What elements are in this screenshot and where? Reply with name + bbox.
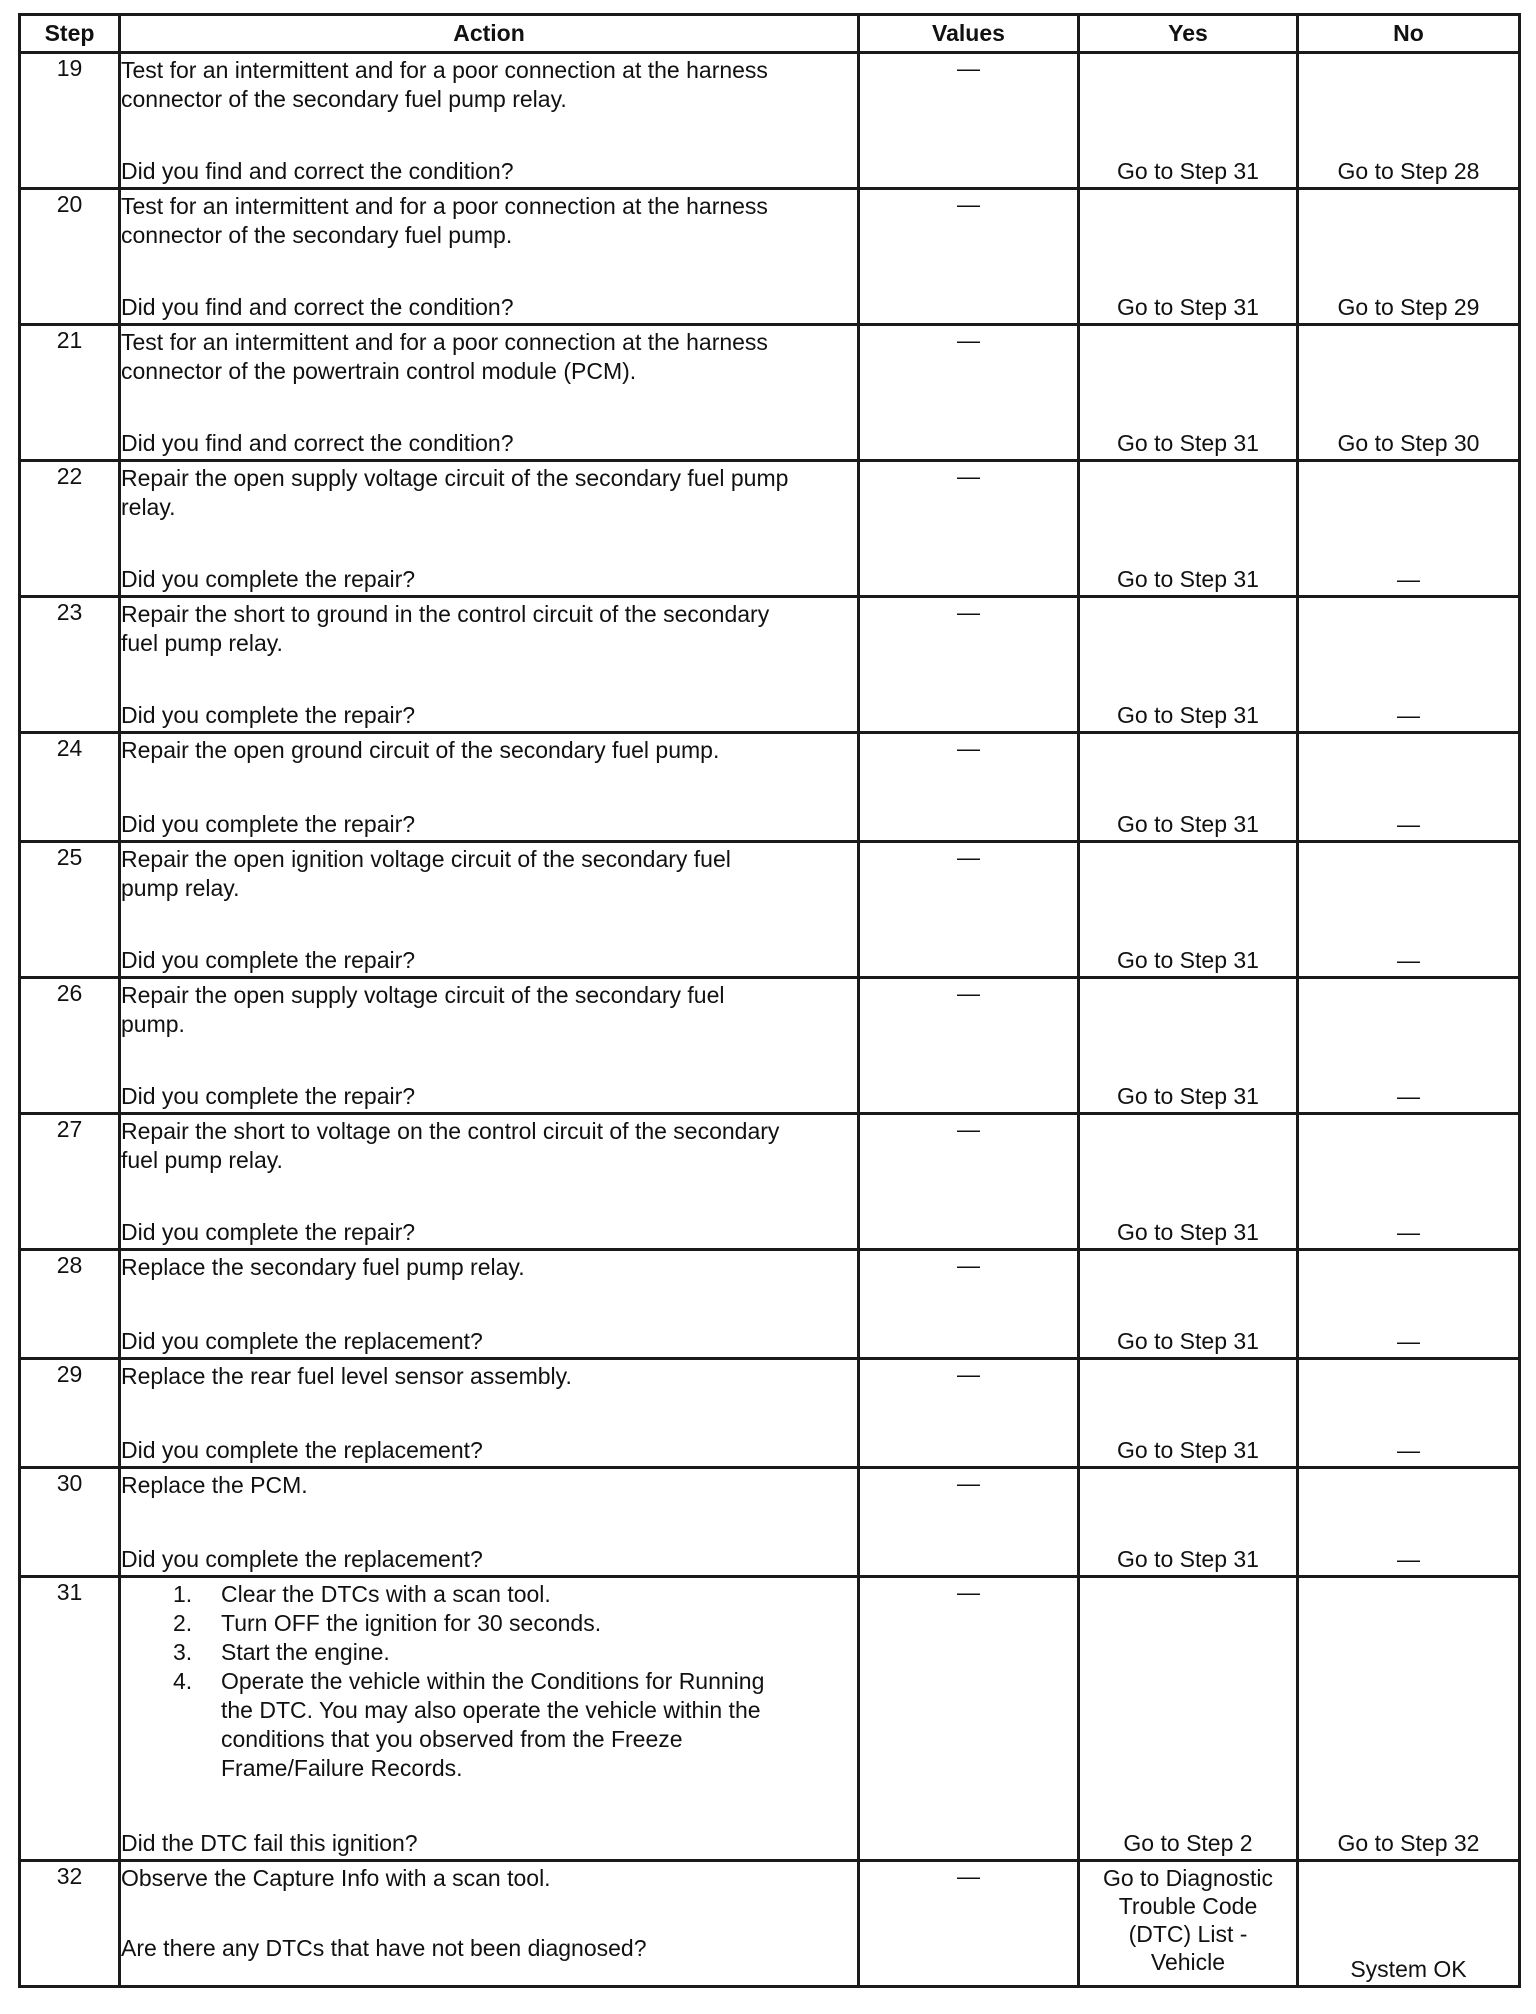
yes-cell	[1079, 1114, 1298, 1250]
action-line: Test for an intermittent and for a poor connection at the harness	[121, 329, 768, 355]
action-question: Did you complete the repair?	[121, 1083, 416, 1109]
action-cell	[120, 1250, 859, 1359]
yes-link[interactable]: Go to Step 31	[1117, 811, 1259, 837]
action-question: Did you complete the repair?	[121, 702, 416, 728]
no-cell	[1298, 1250, 1520, 1359]
yes-link[interactable]: Go to Step 31	[1117, 702, 1259, 728]
no-value-dash: —	[1397, 566, 1420, 592]
yes-link[interactable]: Go to Step 31	[1117, 294, 1259, 320]
step-number: 30	[20, 1468, 120, 1577]
yes-link-line: Trouble Code	[1118, 1893, 1258, 1919]
action-line: fuel pump relay.	[121, 1147, 283, 1173]
action-text	[121, 1360, 857, 1391]
header-no: No	[1298, 15, 1520, 53]
procedure-item-number: 3.	[173, 1639, 193, 1665]
diagnostic-steps-table	[18, 13, 1521, 1988]
step-number: 29	[20, 1359, 120, 1468]
step-number: 21	[20, 325, 120, 461]
step-number: 25	[20, 842, 120, 978]
action-question: Did you find and correct the condition?	[121, 158, 514, 184]
yes-link[interactable]: Go to Step 31	[1117, 1546, 1259, 1572]
values-cell: —	[859, 1468, 1079, 1577]
action-line: Repair the short to voltage on the control circuit of the secondary	[121, 1118, 780, 1144]
no-cell	[1298, 1468, 1520, 1577]
values-cell: —	[859, 1250, 1079, 1359]
header-values: Values	[859, 15, 1079, 53]
table-row	[20, 325, 1520, 461]
action-question: Did you complete the replacement?	[121, 1437, 483, 1463]
no-cell	[1298, 189, 1520, 325]
action-line: Repair the open supply voltage circuit of the secondary fuel	[121, 982, 725, 1008]
step-number: 31	[20, 1577, 120, 1861]
action-text	[121, 734, 857, 765]
step-number: 32	[20, 1861, 120, 1987]
table-row	[20, 842, 1520, 978]
yes-link-line: Go to Diagnostic	[1102, 1865, 1274, 1891]
procedure-item-line: Clear the DTCs with a scan tool.	[221, 1581, 551, 1607]
values-cell: —	[859, 733, 1079, 842]
yes-link[interactable]: Go to Step 31	[1117, 430, 1259, 456]
no-cell	[1298, 1861, 1520, 1987]
no-value-dash: —	[1397, 1083, 1420, 1109]
action-line: pump.	[121, 1011, 185, 1037]
no-cell	[1298, 733, 1520, 842]
step-number: 27	[20, 1114, 120, 1250]
procedure-item-line: Start the engine.	[221, 1639, 390, 1665]
yes-link[interactable]: Go to Step 2	[1123, 1830, 1253, 1856]
table-row	[20, 597, 1520, 733]
action-cell	[120, 53, 859, 189]
action-line: Test for an intermittent and for a poor connection at the harness	[121, 57, 768, 83]
procedure-item	[121, 1667, 857, 1783]
no-result: System OK	[1350, 1956, 1467, 1982]
procedure-item-line: the DTC. You may also operate the vehicle within the	[221, 1697, 761, 1723]
table-row	[20, 461, 1520, 597]
table-row	[20, 1114, 1520, 1250]
action-text	[121, 1469, 857, 1500]
action-cell	[120, 597, 859, 733]
no-cell	[1298, 842, 1520, 978]
procedure-item-line: Turn OFF the ignition for 30 seconds.	[221, 1610, 602, 1636]
step-number: 20	[20, 189, 120, 325]
procedure-item	[121, 1638, 857, 1667]
action-question: Did you complete the repair?	[121, 947, 416, 973]
yes-cell	[1079, 1861, 1298, 1987]
values-cell: —	[859, 1114, 1079, 1250]
values-cell: —	[859, 1359, 1079, 1468]
step-number: 19	[20, 53, 120, 189]
values-cell: —	[859, 461, 1079, 597]
yes-link-line: Vehicle	[1150, 1949, 1226, 1975]
action-line: connector of the secondary fuel pump.	[121, 222, 513, 248]
values-cell: —	[859, 53, 1079, 189]
action-text	[121, 843, 857, 903]
yes-link[interactable]: Go to Step 31	[1117, 1083, 1259, 1109]
action-text	[121, 598, 857, 658]
action-line: Repair the short to ground in the control circuit of the secondary	[121, 601, 770, 627]
values-cell: —	[859, 189, 1079, 325]
yes-cell	[1079, 325, 1298, 461]
yes-cell	[1079, 1359, 1298, 1468]
values-cell: —	[859, 597, 1079, 733]
action-question: Did you complete the replacement?	[121, 1328, 483, 1354]
diagnostic-table-container	[18, 13, 1521, 1988]
no-link[interactable]: Go to Step 29	[1337, 294, 1480, 320]
action-cell	[120, 1468, 859, 1577]
table-row	[20, 189, 1520, 325]
action-line: Observe the Capture Info with a scan tool.	[121, 1865, 551, 1891]
action-cell	[120, 842, 859, 978]
procedure-list	[121, 1580, 857, 1783]
action-line: Replace the secondary fuel pump relay.	[121, 1254, 525, 1280]
procedure-item-line: conditions that you observed from the Freeze	[221, 1726, 683, 1752]
yes-link[interactable]: Go to Step 31	[1117, 1219, 1259, 1245]
action-cell	[120, 1577, 859, 1861]
action-line: Test for an intermittent and for a poor connection at the harness	[121, 193, 768, 219]
yes-cell	[1079, 461, 1298, 597]
no-value-dash: —	[1397, 1219, 1420, 1245]
yes-cell	[1079, 189, 1298, 325]
action-question: Did you complete the repair?	[121, 1219, 416, 1245]
action-text	[121, 1251, 857, 1282]
action-cell	[120, 1114, 859, 1250]
yes-link[interactable]: Go to Step 31	[1117, 158, 1259, 184]
procedure-item-line: Operate the vehicle within the Conditions for Running	[221, 1668, 765, 1694]
action-line: connector of the powertrain control module (PCM).	[121, 358, 637, 384]
action-text	[121, 54, 857, 114]
no-link[interactable]: Go to Step 30	[1337, 430, 1480, 456]
values-cell: —	[859, 978, 1079, 1114]
action-cell	[120, 461, 859, 597]
no-link[interactable]: Go to Step 28	[1337, 158, 1480, 184]
action-line: Replace the PCM.	[121, 1472, 308, 1498]
table-row-step-32	[20, 1861, 1520, 1987]
no-cell	[1298, 978, 1520, 1114]
action-text	[121, 1115, 857, 1175]
step-number: 24	[20, 733, 120, 842]
action-question: Did you complete the replacement?	[121, 1546, 483, 1572]
yes-cell	[1079, 1250, 1298, 1359]
header-row	[20, 15, 1520, 53]
step-number: 23	[20, 597, 120, 733]
action-cell	[120, 1359, 859, 1468]
action-question: Did you find and correct the condition?	[121, 294, 514, 320]
table-row	[20, 1359, 1520, 1468]
action-question: Did you complete the repair?	[121, 566, 416, 592]
action-line: fuel pump relay.	[121, 630, 283, 656]
procedure-item	[121, 1580, 857, 1609]
step-number: 26	[20, 978, 120, 1114]
no-value-dash: —	[1397, 811, 1420, 837]
action-cell	[120, 189, 859, 325]
table-row	[20, 978, 1520, 1114]
table-row	[20, 733, 1520, 842]
action-line: Repair the open supply voltage circuit of the secondary fuel pump	[121, 465, 789, 491]
table-row	[20, 1250, 1520, 1359]
procedure-item-line: Frame/Failure Records.	[221, 1755, 463, 1781]
action-line: connector of the secondary fuel pump relay.	[121, 86, 567, 112]
action-question: Did you complete the repair?	[121, 811, 416, 837]
action-question: Are there any DTCs that have not been diagnosed?	[121, 1935, 647, 1961]
header-step: Step	[20, 15, 120, 53]
no-cell	[1298, 597, 1520, 733]
procedure-item	[121, 1609, 857, 1638]
action-cell	[120, 1861, 859, 1987]
action-question: Did the DTC fail this ignition?	[121, 1830, 418, 1856]
yes-cell	[1079, 978, 1298, 1114]
action-text	[121, 979, 857, 1039]
yes-link[interactable]: Go to Step 31	[1117, 1437, 1259, 1463]
no-value-dash: —	[1397, 702, 1420, 728]
step-number: 22	[20, 461, 120, 597]
values-cell: —	[859, 1577, 1079, 1861]
action-line: Repair the open ground circuit of the secondary fuel pump.	[121, 737, 720, 763]
no-cell	[1298, 461, 1520, 597]
yes-link-line: (DTC) List -	[1128, 1921, 1248, 1947]
no-cell	[1298, 53, 1520, 189]
no-cell	[1298, 1114, 1520, 1250]
action-text	[121, 1862, 857, 1893]
table-row-step-31	[20, 1577, 1520, 1861]
action-text	[121, 326, 857, 386]
header-yes: Yes	[1079, 15, 1298, 53]
table-row	[20, 1468, 1520, 1577]
yes-cell	[1079, 597, 1298, 733]
action-line: pump relay.	[121, 875, 240, 901]
action-text	[121, 462, 857, 522]
procedure-item-number: 1.	[173, 1581, 193, 1607]
yes-link[interactable]: Go to Step 31	[1117, 1328, 1259, 1354]
action-line: Replace the rear fuel level sensor assembly.	[121, 1363, 572, 1389]
yes-cell	[1079, 1577, 1298, 1861]
values-cell: —	[859, 842, 1079, 978]
procedure-item-number: 2.	[173, 1610, 193, 1636]
yes-cell	[1079, 1468, 1298, 1577]
step-number: 28	[20, 1250, 120, 1359]
table-row	[20, 53, 1520, 189]
yes-link[interactable]: Go to Step 31	[1117, 947, 1259, 973]
action-question: Did you find and correct the condition?	[121, 430, 514, 456]
yes-cell	[1079, 53, 1298, 189]
yes-cell	[1079, 842, 1298, 978]
action-line: Repair the open ignition voltage circuit of the secondary fuel	[121, 846, 731, 872]
yes-link[interactable]: Go to Step 31	[1117, 566, 1259, 592]
no-cell	[1298, 1359, 1520, 1468]
header-action: Action	[120, 15, 859, 53]
no-link[interactable]: Go to Step 32	[1337, 1830, 1480, 1856]
no-cell	[1298, 325, 1520, 461]
yes-link[interactable]	[1080, 1864, 1296, 1976]
yes-cell	[1079, 733, 1298, 842]
no-value-dash: —	[1397, 1546, 1420, 1572]
values-cell: —	[859, 1861, 1079, 1987]
no-value-dash: —	[1397, 1328, 1420, 1354]
no-value-dash: —	[1397, 947, 1420, 973]
action-line: relay.	[121, 494, 176, 520]
no-value-dash: —	[1397, 1437, 1420, 1463]
action-cell	[120, 978, 859, 1114]
action-cell	[120, 325, 859, 461]
procedure-item-number: 4.	[173, 1668, 193, 1694]
action-text	[121, 190, 857, 250]
action-cell	[120, 733, 859, 842]
values-cell: —	[859, 325, 1079, 461]
no-cell	[1298, 1577, 1520, 1861]
